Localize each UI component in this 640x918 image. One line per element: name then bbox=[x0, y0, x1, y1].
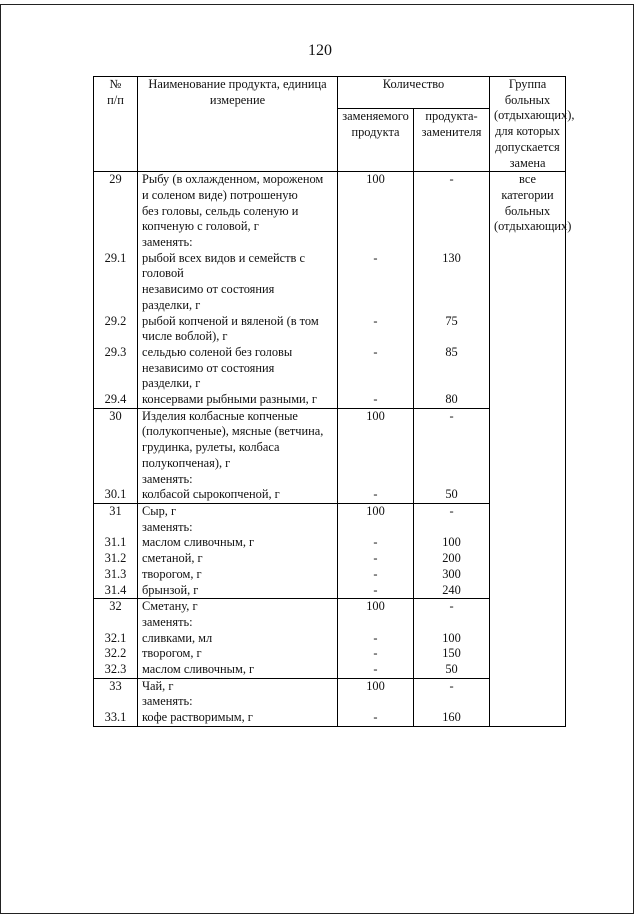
row-product-name: консервами рыбными разными, г bbox=[138, 392, 338, 408]
row-number: 31.2 bbox=[94, 551, 138, 567]
row-qty-replaced: - bbox=[338, 662, 414, 678]
row-product-name: рыбой копченой и вяленой (в том числе воблой), г bbox=[138, 314, 338, 345]
row-product-name: рыбой всех видов и семейств с головой независимо от состояния разделки, г bbox=[138, 251, 338, 314]
row-product-name: творогом, г bbox=[138, 646, 338, 662]
row-product-name: Изделия колбасные копченые (полукопченые), мясные (ветчина, грудинка, рулеты, колбаса полукопченая), г заменять: bbox=[138, 408, 338, 487]
header-qty-substitute: продукта- заменителя bbox=[414, 109, 490, 172]
row-number: 30 bbox=[94, 408, 138, 487]
row-number: 31.1 bbox=[94, 535, 138, 551]
row-qty-replaced: 100 bbox=[338, 408, 414, 487]
row-qty-substitute: 130 bbox=[414, 251, 490, 314]
header-group: Группа больных (отдыхающих), для которых допускается замена bbox=[490, 77, 566, 172]
row-number: 29.4 bbox=[94, 392, 138, 408]
row-qty-substitute: - bbox=[414, 599, 490, 631]
header-quantity: Количество bbox=[338, 77, 490, 109]
row-qty-substitute: 75 bbox=[414, 314, 490, 345]
row-qty-substitute: 50 bbox=[414, 662, 490, 678]
row-qty-substitute: 160 bbox=[414, 710, 490, 726]
row-qty-substitute: 300 bbox=[414, 567, 490, 583]
row-qty-replaced: - bbox=[338, 535, 414, 551]
row-qty-substitute: 80 bbox=[414, 392, 490, 408]
row-product-name: маслом сливочным, г bbox=[138, 662, 338, 678]
table-header-row bbox=[94, 77, 566, 109]
row-product-name: творогом, г bbox=[138, 567, 338, 583]
row-qty-replaced: - bbox=[338, 583, 414, 599]
row-product-name: сельдью соленой без головы независимо от состояния разделки, г bbox=[138, 345, 338, 392]
group-applies-to: все категории больных (отдыхающих) bbox=[490, 172, 566, 727]
row-qty-substitute: 100 bbox=[414, 535, 490, 551]
row-qty-substitute: 100 bbox=[414, 631, 490, 647]
row-qty-replaced: - bbox=[338, 567, 414, 583]
row-product-name: брынзой, г bbox=[138, 583, 338, 599]
row-qty-replaced: - bbox=[338, 251, 414, 314]
row-qty-substitute: 150 bbox=[414, 646, 490, 662]
row-qty-replaced: 100 bbox=[338, 172, 414, 251]
row-number: 32.3 bbox=[94, 662, 138, 678]
row-qty-substitute: 200 bbox=[414, 551, 490, 567]
row-number: 31.4 bbox=[94, 583, 138, 599]
row-number: 29.2 bbox=[94, 314, 138, 345]
row-product-name: Рыбу (в охлажденном, мороженом и соленом виде) потрошеную без головы, сельдь соленую и копченую с головой, г заменять: bbox=[138, 172, 338, 251]
row-qty-substitute: 240 bbox=[414, 583, 490, 599]
row-product-name: Сыр, г заменять: bbox=[138, 503, 338, 535]
header-number: № п/п bbox=[94, 77, 138, 172]
row-number: 32.2 bbox=[94, 646, 138, 662]
row-product-name: колбасой сырокопченой, г bbox=[138, 487, 338, 503]
row-number: 29 bbox=[94, 172, 138, 251]
row-qty-substitute: 85 bbox=[414, 345, 490, 392]
row-qty-replaced: - bbox=[338, 631, 414, 647]
row-qty-substitute: - bbox=[414, 678, 490, 710]
row-qty-replaced: - bbox=[338, 551, 414, 567]
row-number: 29.3 bbox=[94, 345, 138, 392]
row-qty-replaced: - bbox=[338, 314, 414, 345]
row-number: 30.1 bbox=[94, 487, 138, 503]
row-number: 31.3 bbox=[94, 567, 138, 583]
row-qty-replaced: 100 bbox=[338, 599, 414, 631]
row-product-name: сливками, мл bbox=[138, 631, 338, 647]
row-product-name: маслом сливочным, г bbox=[138, 535, 338, 551]
row-product-name: Чай, г заменять: bbox=[138, 678, 338, 710]
row-number: 33.1 bbox=[94, 710, 138, 726]
row-qty-replaced: - bbox=[338, 646, 414, 662]
row-product-name: кофе растворимым, г bbox=[138, 710, 338, 726]
row-qty-substitute: - bbox=[414, 408, 490, 487]
row-product-name: сметаной, г bbox=[138, 551, 338, 567]
row-qty-replaced: - bbox=[338, 392, 414, 408]
row-number: 33 bbox=[94, 678, 138, 710]
row-number: 29.1 bbox=[94, 251, 138, 314]
row-qty-substitute: - bbox=[414, 172, 490, 251]
row-number: 32.1 bbox=[94, 631, 138, 647]
row-qty-replaced: - bbox=[338, 487, 414, 503]
row-qty-replaced: - bbox=[338, 710, 414, 726]
row-number: 32 bbox=[94, 599, 138, 631]
row-qty-replaced: 100 bbox=[338, 503, 414, 535]
row-qty-substitute: 50 bbox=[414, 487, 490, 503]
header-qty-replaced: заменяемого продукта bbox=[338, 109, 414, 172]
row-qty-replaced: - bbox=[338, 345, 414, 392]
row-product-name: Сметану, г заменять: bbox=[138, 599, 338, 631]
header-product-name: Наименование продукта, единица измерение bbox=[138, 77, 338, 172]
row-qty-replaced: 100 bbox=[338, 678, 414, 710]
row-number: 31 bbox=[94, 503, 138, 535]
substitution-table bbox=[93, 76, 575, 727]
row-qty-substitute: - bbox=[414, 503, 490, 535]
table-row bbox=[94, 172, 566, 251]
page-number: 120 bbox=[308, 42, 332, 59]
